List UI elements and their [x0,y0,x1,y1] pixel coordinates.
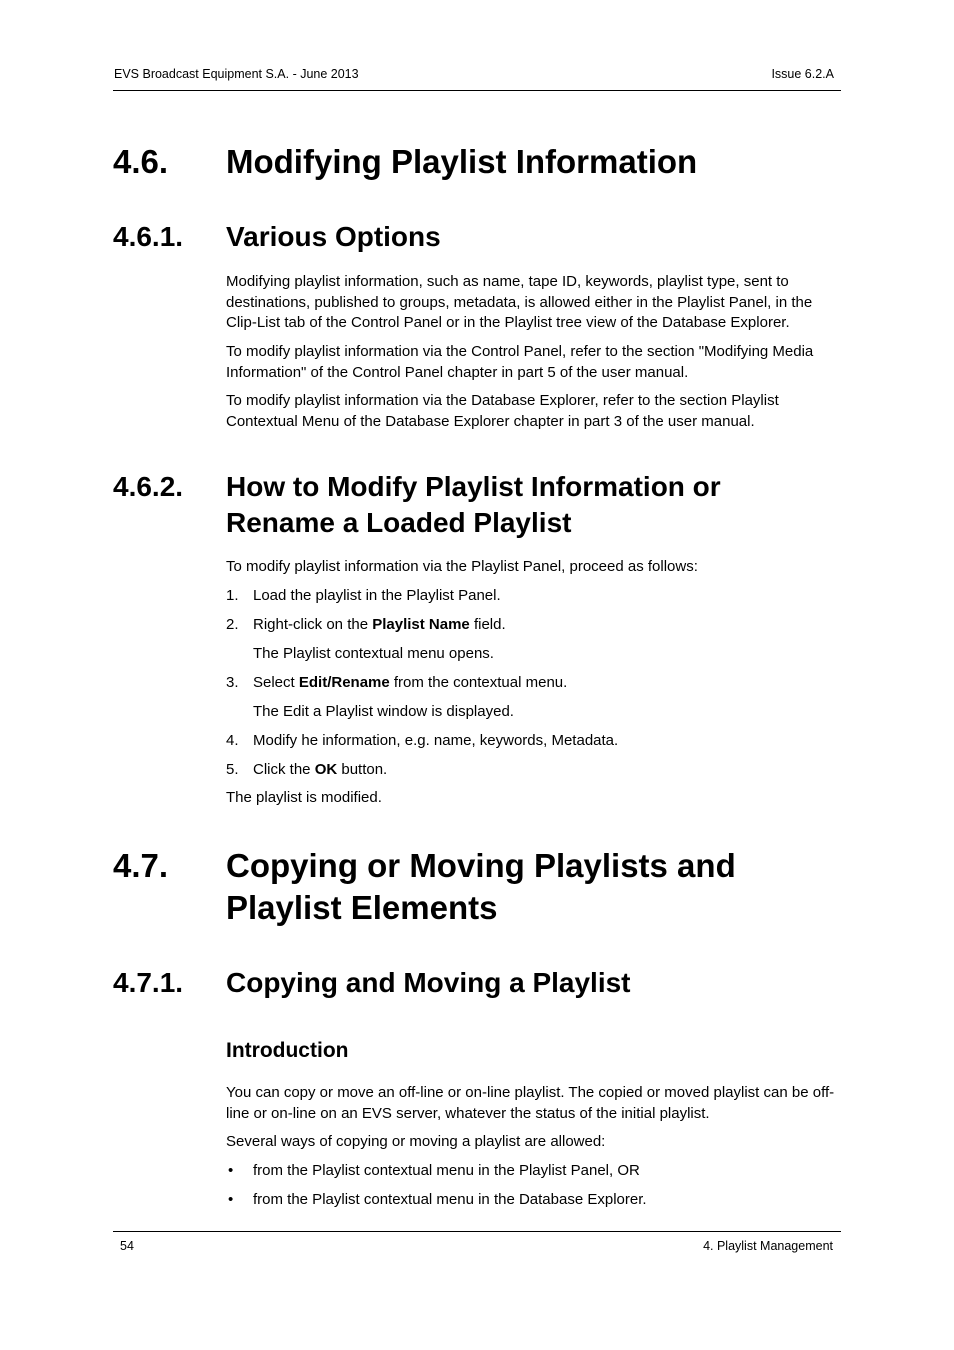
step-number: 2. [226,616,239,633]
step-number: 1. [226,587,239,604]
bullet-icon: • [228,1162,234,1179]
step-text-part: from the contextual menu. [389,674,568,691]
step-result: The Playlist contextual menu opens. [253,645,494,662]
bullet-text: from the Playlist contextual menu in the Database Explorer. [253,1191,647,1208]
step-text-part: Select [253,674,299,691]
ui-label-edit-rename: Edit/Rename [298,674,390,691]
section-number-4-6: 4.6. [113,143,169,180]
section-number-4-7: 4.7. [113,847,169,884]
footer-rule [113,1231,841,1232]
paragraph: Modifying playlist information, such as name, tape ID, keywords, playlist type, sent to destinations, published to groups, metadata, is allowed either in the Playlist Panel, in the Clip-List tab of the Control Panel or in the Playlist tree view of the Database Explorer. [226,273,813,331]
ui-label-playlist-name: Playlist Name [372,616,470,633]
paragraph: You can copy or move an off-line or on-line playlist. The copied or moved playlist can be off-line or on-line on an EVS server, whatever the status of the initial playlist. [226,1084,835,1122]
section-title-4-7-line1: Copying or Moving Playlists and [226,847,736,884]
paragraph: Several ways of copying or moving a playlist are allowed: [226,1133,606,1150]
section-number-4-7-1: 4.7.1. [113,967,184,998]
step-number: 3. [226,674,239,691]
step-number: 5. [226,761,239,778]
step-text [253,760,387,780]
paragraph: To modify playlist information via the Playlist Panel, proceed as follows: [226,558,698,575]
step-text-part: field. [469,616,506,633]
subheading-introduction: Introduction [226,1039,349,1062]
step-text-part: button. [337,761,388,778]
section-number-4-6-1: 4.6.1. [113,221,184,252]
section-title-4-6-2-line2: Rename a Loaded Playlist [226,507,572,538]
section-title-4-7-1: Copying and Moving a Playlist [226,967,631,998]
header-left: EVS Broadcast Equipment S.A. - June 2013 [114,67,359,81]
section-title-4-6-1: Various Options [226,221,441,252]
step-text-part: Right-click on the [253,616,373,633]
paragraph: The playlist is modified. [226,789,382,806]
step-text: Load the playlist in the Playlist Panel. [253,587,501,604]
step-text [253,673,567,693]
step-result: The Edit a Playlist window is displayed. [253,703,514,720]
step-text [253,615,506,635]
step-text-part: Click the [253,761,315,778]
header-right: Issue 6.2.A [771,67,834,81]
paragraph: To modify playlist information via the Control Panel, refer to the section "Modifying Media Information" of the Control Panel chapter in part 5 of the user manual. [226,343,814,381]
section-title-4-6-2-line1: How to Modify Playlist Information or [226,471,721,502]
header-rule [113,90,841,91]
page-number: 54 [120,1239,134,1253]
footer-chapter: 4. Playlist Management [703,1239,833,1253]
section-number-4-6-2: 4.6.2. [113,471,184,502]
section-title-4-6: Modifying Playlist Information [226,143,698,180]
bullet-text: from the Playlist contextual menu in the Playlist Panel, OR [253,1162,640,1179]
bullet-icon: • [228,1191,234,1208]
step-text: Modify he information, e.g. name, keywords, Metadata. [253,732,619,749]
paragraph: To modify playlist information via the Database Explorer, refer to the section Playlist Contextual Menu of the Database Explorer chapter in part 3 of the user manual. [226,392,779,430]
ui-label-ok: OK [314,761,338,778]
section-title-4-7-line2: Playlist Elements [226,889,498,926]
step-number: 4. [226,732,239,749]
